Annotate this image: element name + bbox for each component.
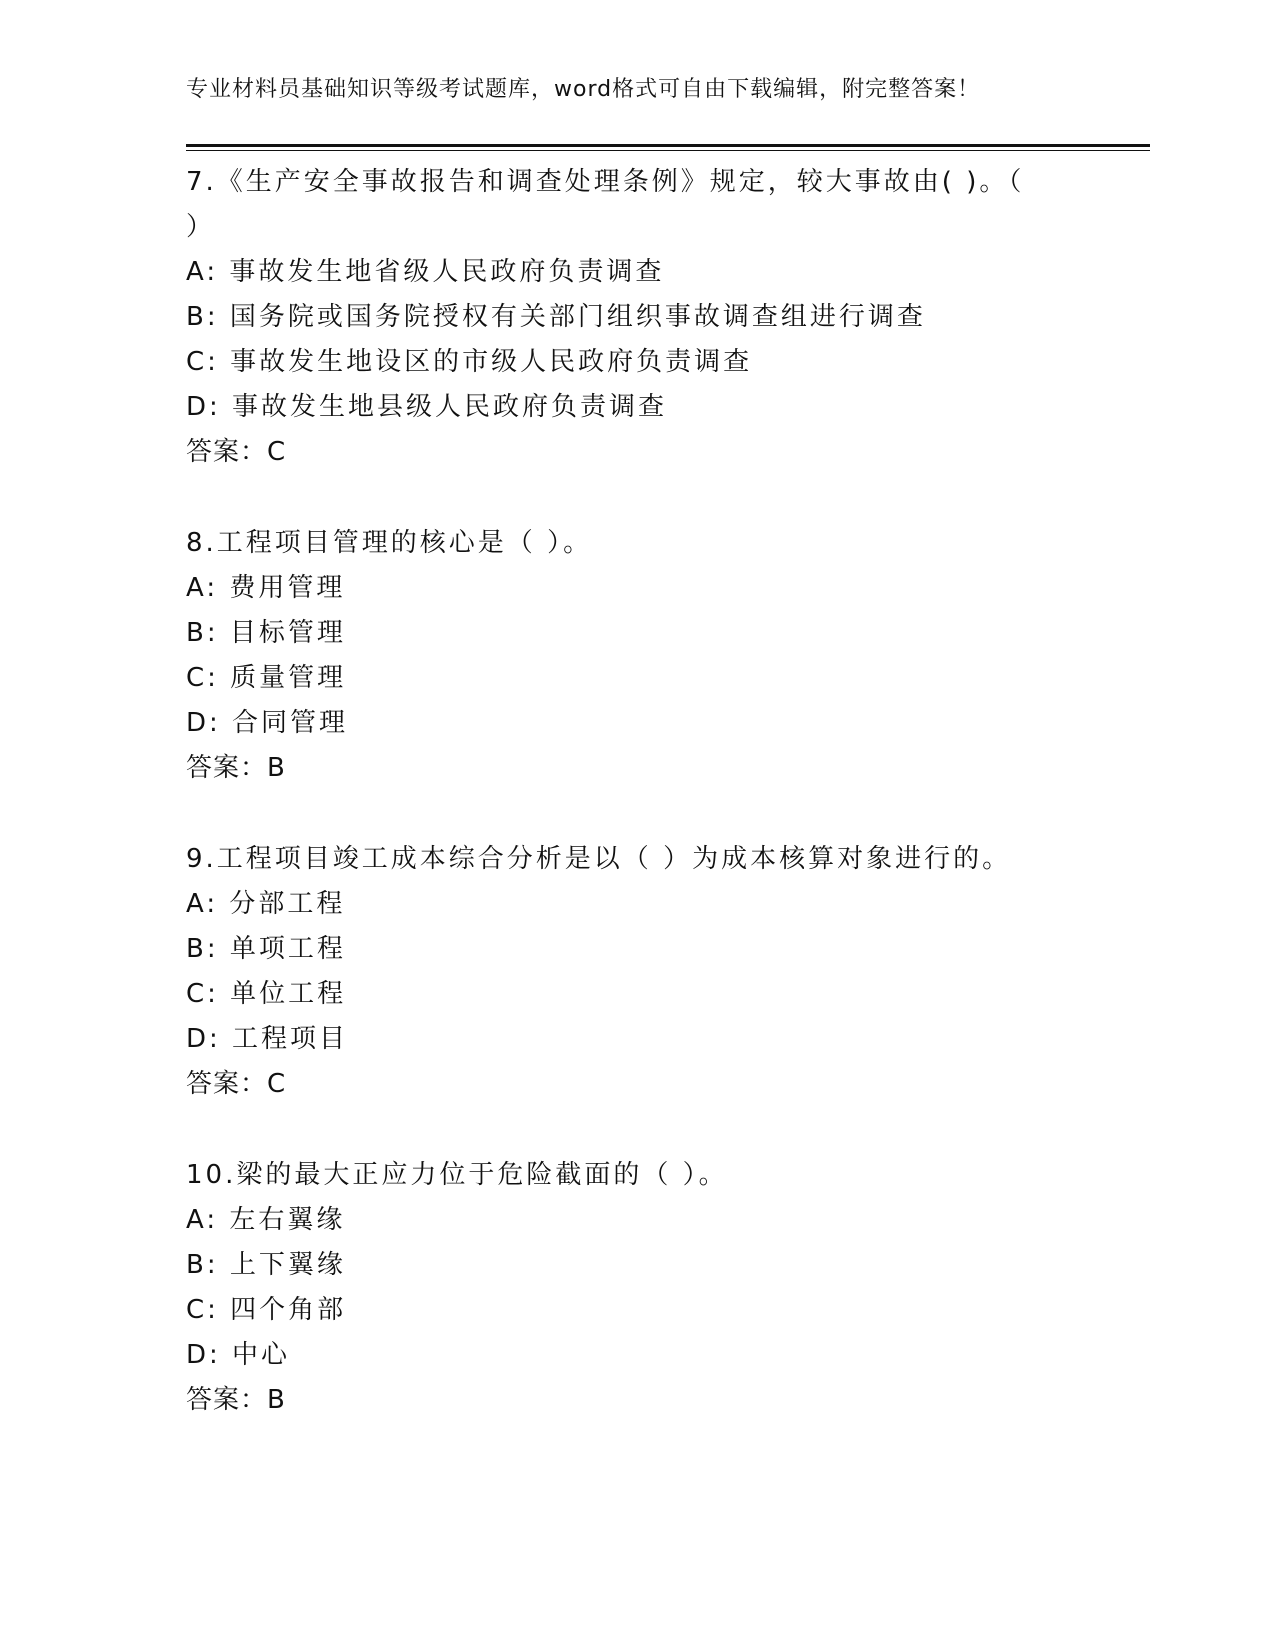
question-stem: 10.梁的最大正应力位于危险截面的（ ）。 [186, 1160, 728, 1190]
option-c: C: 单位工程 [186, 979, 347, 1009]
option-a: A: 费用管理 [186, 573, 346, 603]
answer-line: 答案：C [186, 1069, 287, 1099]
option-a: A: 左右翼缘 [186, 1205, 346, 1235]
option-c: C: 四个角部 [186, 1295, 347, 1325]
question-stem: 8.工程项目管理的核心是（ ）。 [186, 528, 593, 558]
question-list [186, 160, 1126, 1469]
answer-line: 答案：B [186, 753, 286, 783]
header-rule-thin [186, 150, 1150, 151]
question-7 [186, 160, 1126, 475]
question-9 [186, 837, 1126, 1107]
option-b: B: 上下翼缘 [186, 1250, 346, 1280]
question-stem: 9.工程项目竣工成本综合分析是以（ ）为成本核算对象进行的。 [186, 844, 1012, 874]
option-b: B: 单项工程 [186, 934, 346, 964]
option-a: A: 事故发生地省级人民政府负责调查 [186, 257, 665, 287]
option-a: A: 分部工程 [186, 889, 346, 919]
option-d: D: 中心 [186, 1340, 291, 1370]
question-10 [186, 1153, 1126, 1423]
option-c: C: 事故发生地设区的市级人民政府负责调查 [186, 347, 753, 377]
answer-line: 答案：B [186, 1385, 286, 1415]
question-8 [186, 521, 1126, 791]
option-c: C: 质量管理 [186, 663, 347, 693]
option-d: D: 合同管理 [186, 708, 349, 738]
option-d: D: 事故发生地县级人民政府负责调查 [186, 392, 668, 422]
question-stem: 7.《生产安全事故报告和调查处理条例》规定，较大事故由( )。（ ） [186, 167, 1025, 242]
option-d: D: 工程项目 [186, 1024, 349, 1054]
header-rule-thick [186, 144, 1150, 147]
answer-line: 答案：C [186, 437, 287, 467]
option-b: B: 国务院或国务院授权有关部门组织事故调查组进行调查 [186, 302, 926, 332]
page-header: 专业材料员基础知识等级考试题库，word格式可自由下载编辑，附完整答案！ [186, 77, 981, 102]
option-b: B: 目标管理 [186, 618, 346, 648]
